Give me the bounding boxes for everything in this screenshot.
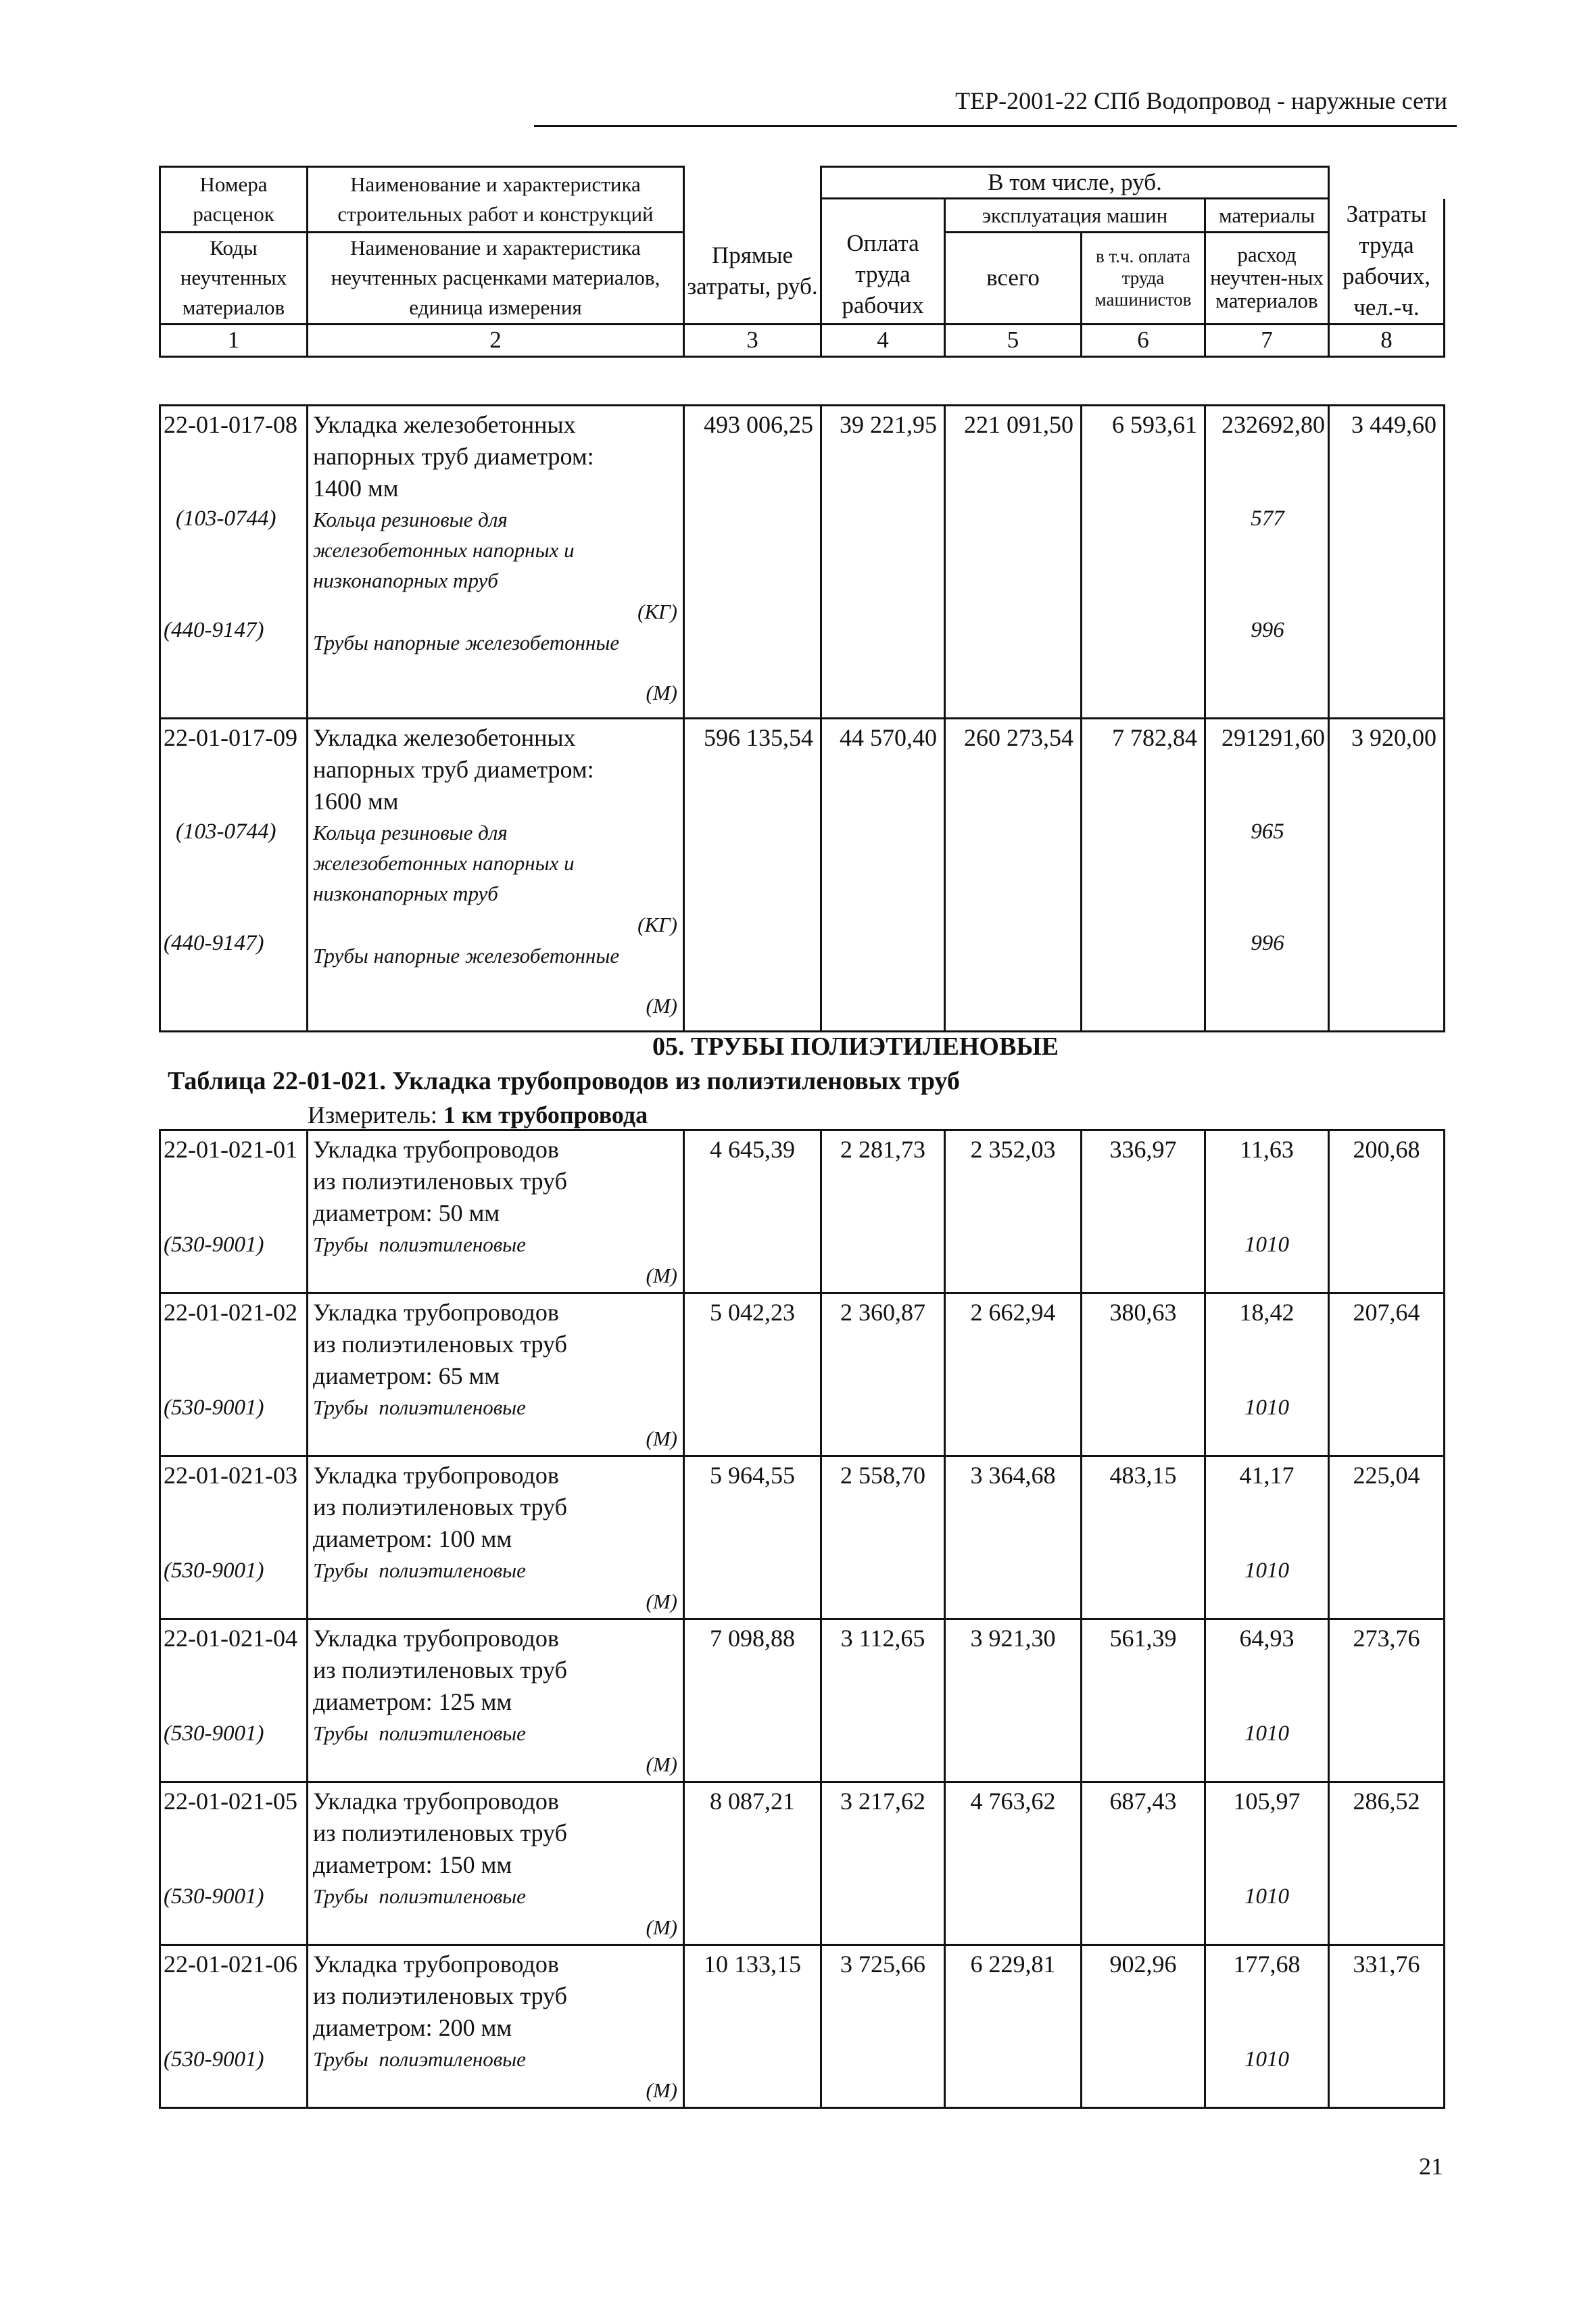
labor-pay: 44 570,40 [821, 719, 945, 1032]
labor-pay: 3 112,65 [821, 1619, 945, 1782]
rates-table-concrete [159, 404, 1445, 1032]
material-name: Трубы напорные железобетонные [313, 631, 620, 654]
unit: (М) [646, 1915, 677, 1939]
unit: (КГ) [637, 600, 677, 623]
section-title: 05. ТРУБЫ ПОЛИЭТИЛЕНОВЫЕ [652, 1032, 1059, 1061]
table-row [160, 719, 1445, 1032]
labor-hours: 207,64 [1329, 1293, 1445, 1456]
header-work-name: Наименование и характеристика строительных работ и конструкций [308, 167, 684, 233]
measurement-label: Измеритель: [308, 1101, 437, 1128]
header-rule [534, 125, 1457, 127]
header-num-5: 5 [945, 324, 1082, 356]
material-name: Трубы полиэтиленовые [313, 1721, 526, 1745]
direct-costs: 7 098,88 [684, 1619, 821, 1782]
labor-pay: 2 558,70 [821, 1456, 945, 1619]
table-row [160, 1130, 1445, 1293]
table-row [160, 1782, 1445, 1945]
rate-code: 22-01-021-05 [164, 1788, 297, 1815]
material-code: (530-9001) [164, 2047, 264, 2072]
material-name: Трубы полиэтиленовые [313, 1558, 526, 1582]
unit: (М) [646, 2078, 677, 2102]
work-name: Укладка трубопроводов из полиэтиленовых труб диаметром: 65 мм [313, 1299, 567, 1389]
labor-hours: 200,68 [1329, 1130, 1445, 1293]
machines-total: 4 763,62 [945, 1782, 1082, 1945]
unit: (М) [646, 994, 677, 1018]
material-name: Кольца резиновые для железобетонных напорных и низконапорных труб [313, 508, 575, 592]
materials: 105,97 [1233, 1788, 1301, 1815]
header-labor-pay: Оплата труда рабочих [821, 199, 945, 325]
table-row [160, 1456, 1445, 1619]
header-num-1: 1 [160, 324, 308, 356]
materials: 11,63 [1240, 1136, 1294, 1163]
header-materials: материалы [1205, 199, 1329, 233]
material-code: (103-0744) [176, 819, 276, 844]
rate-code: 22-01-021-06 [164, 1951, 297, 1978]
machinist-pay: 687,43 [1082, 1782, 1205, 1945]
material-amount: 996 [1251, 931, 1284, 955]
machines-total: 221 091,50 [945, 406, 1082, 719]
header-machinist-pay: в т.ч. оплата труда машинистов [1082, 233, 1205, 325]
machinist-pay: 380,63 [1082, 1293, 1205, 1456]
header-unaccounted-materials: расход неучтен-ных материалов [1205, 233, 1329, 325]
unit: (КГ) [637, 913, 677, 936]
measurement-unit [308, 1101, 648, 1129]
machinist-pay: 561,39 [1082, 1619, 1205, 1782]
header-labor-cost: Затраты труда рабочих, чел.-ч. [1329, 199, 1445, 325]
labor-hours: 286,52 [1329, 1782, 1445, 1945]
material-amount: 965 [1251, 819, 1284, 844]
page-number: 21 [1419, 2153, 1443, 2180]
rate-code: 22-01-021-02 [164, 1299, 297, 1326]
materials: 291291,60 [1222, 724, 1325, 751]
rate-code: 22-01-017-09 [164, 724, 297, 751]
unit: (М) [646, 1264, 677, 1287]
column-header-table [159, 166, 1445, 358]
machines-total: 260 273,54 [945, 719, 1082, 1032]
header-num-2: 2 [308, 324, 684, 356]
material-code: (530-9001) [164, 1558, 264, 1583]
rate-code: 22-01-021-04 [164, 1625, 297, 1652]
machinist-pay: 7 782,84 [1082, 719, 1205, 1032]
direct-costs: 5 042,23 [684, 1293, 821, 1456]
table-row [160, 1293, 1445, 1456]
header-direct-costs: Прямые затраты, руб. [684, 199, 821, 325]
material-code: (530-9001) [164, 1233, 264, 1257]
table-row [160, 1945, 1445, 2108]
work-name: Укладка железобетонных напорных труб диаметром: 1600 мм [313, 724, 594, 815]
machines-total: 2 662,94 [945, 1293, 1082, 1456]
materials: 18,42 [1239, 1299, 1295, 1326]
machines-total: 3 921,30 [945, 1619, 1082, 1782]
work-name: Укладка трубопроводов из полиэтиленовых труб диаметром: 100 мм [313, 1462, 567, 1552]
material-amount: 1010 [1244, 1884, 1289, 1909]
rate-code: 22-01-021-03 [164, 1462, 297, 1489]
direct-costs: 8 087,21 [684, 1782, 821, 1945]
header-including: В том числе, руб. [821, 167, 1329, 199]
materials: 41,17 [1239, 1462, 1295, 1489]
header-num-7: 7 [1205, 324, 1329, 356]
material-amount: 1010 [1244, 1233, 1289, 1257]
machinist-pay: 336,97 [1082, 1130, 1205, 1293]
table-title: Таблица 22-01-021. Укладка трубопроводов из полиэтиленовых труб [168, 1067, 961, 1095]
material-code: (530-9001) [164, 1884, 264, 1909]
header-num-6: 6 [1082, 324, 1205, 356]
work-name: Укладка трубопроводов из полиэтиленовых труб диаметром: 50 мм [313, 1136, 567, 1226]
material-amount: 1010 [1244, 2047, 1289, 2072]
labor-hours: 225,04 [1329, 1456, 1445, 1619]
machinist-pay: 6 593,61 [1082, 406, 1205, 719]
labor-pay: 3 217,62 [821, 1782, 945, 1945]
header-material-name: Наименование и характеристика неучтенных расценками материалов, единица измерения [308, 233, 684, 325]
rate-code: 22-01-017-08 [164, 411, 297, 438]
header-material-codes: Коды неучтенных материалов [160, 233, 308, 325]
running-header: ТЕР-2001-22 СПб Водопровод - наружные сети [955, 87, 1447, 114]
measurement-value: 1 км трубопровода [443, 1101, 648, 1128]
labor-hours: 3 449,60 [1329, 406, 1445, 719]
materials: 232692,80 [1222, 411, 1325, 438]
direct-costs: 4 645,39 [684, 1130, 821, 1293]
material-name: Трубы полиэтиленовые [313, 2047, 526, 2071]
header-num-3: 3 [684, 324, 821, 356]
header-num-4: 4 [821, 324, 945, 356]
material-code: (103-0744) [176, 506, 276, 531]
material-amount: 1010 [1244, 1558, 1289, 1583]
material-amount: 577 [1251, 506, 1284, 531]
material-name: Трубы полиэтиленовые [313, 1395, 526, 1419]
labor-pay: 3 725,66 [821, 1945, 945, 2108]
material-name: Кольца резиновые для железобетонных напорных и низконапорных труб [313, 821, 575, 905]
table-row [160, 406, 1445, 719]
material-amount: 1010 [1244, 1395, 1289, 1420]
header-machines: эксплуатация машин [945, 199, 1205, 233]
machinist-pay: 902,96 [1082, 1945, 1205, 2108]
machines-total: 6 229,81 [945, 1945, 1082, 2108]
work-name: Укладка трубопроводов из полиэтиленовых труб диаметром: 125 мм [313, 1625, 567, 1715]
material-amount: 1010 [1244, 1721, 1289, 1746]
unit: (М) [646, 1427, 677, 1450]
table-row [160, 1619, 1445, 1782]
material-code: (440-9147) [164, 931, 264, 955]
header-num-8: 8 [1329, 324, 1445, 356]
unit: (М) [646, 1752, 677, 1776]
material-code: (440-9147) [164, 618, 264, 642]
direct-costs: 10 133,15 [684, 1945, 821, 2108]
material-name: Трубы полиэтиленовые [313, 1233, 526, 1256]
material-name: Трубы полиэтиленовые [313, 1884, 526, 1908]
labor-pay: 2 281,73 [821, 1130, 945, 1293]
work-name: Укладка железобетонных напорных труб диаметром: 1400 мм [313, 411, 594, 502]
labor-hours: 273,76 [1329, 1619, 1445, 1782]
machinist-pay: 483,15 [1082, 1456, 1205, 1619]
work-name: Укладка трубопроводов из полиэтиленовых труб диаметром: 200 мм [313, 1951, 567, 2041]
work-name: Укладка трубопроводов из полиэтиленовых труб диаметром: 150 мм [313, 1788, 567, 1878]
labor-pay: 2 360,87 [821, 1293, 945, 1456]
unit: (М) [646, 1590, 677, 1613]
direct-costs: 5 964,55 [684, 1456, 821, 1619]
materials: 177,68 [1233, 1951, 1301, 1978]
machines-total: 3 364,68 [945, 1456, 1082, 1619]
material-name: Трубы напорные железобетонные [313, 944, 620, 968]
labor-hours: 3 920,00 [1329, 719, 1445, 1032]
header-machines-total: всего [945, 233, 1082, 325]
labor-pay: 39 221,95 [821, 406, 945, 719]
direct-costs: 596 135,54 [684, 719, 821, 1032]
unit: (М) [646, 681, 677, 705]
labor-hours: 331,76 [1329, 1945, 1445, 2108]
header-rate-number: Номера расценок [160, 167, 308, 233]
rates-table-polyethylene [159, 1129, 1445, 2109]
materials: 64,93 [1239, 1625, 1295, 1652]
machines-total: 2 352,03 [945, 1130, 1082, 1293]
material-code: (530-9001) [164, 1721, 264, 1746]
direct-costs: 493 006,25 [684, 406, 821, 719]
rate-code: 22-01-021-01 [164, 1136, 297, 1163]
material-code: (530-9001) [164, 1395, 264, 1420]
material-amount: 996 [1251, 618, 1284, 642]
